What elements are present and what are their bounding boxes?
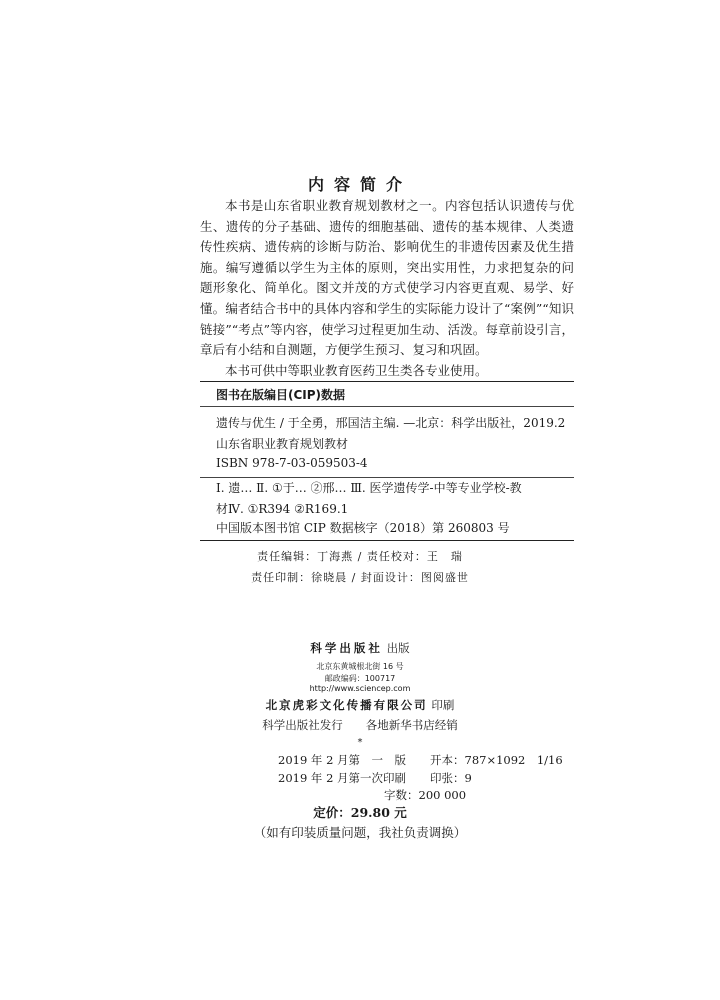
cip-series-line: 山东省职业教育规划教材: [216, 437, 349, 451]
price: 定价：29.80 元: [313, 805, 407, 820]
format-info: 开本：787×1092 1/16: [430, 753, 563, 767]
page-title: 内容简介: [307, 175, 412, 194]
cip-record-number: 中国版本图书馆 CIP 数据核字（2018）第 260803 号: [216, 521, 510, 535]
editors-line: 责任编辑：丁海燕 / 责任校对：王 瑞: [257, 550, 463, 563]
printer-suffix: 印刷: [431, 698, 455, 712]
sheet-count: 印张：9: [430, 771, 472, 785]
cip-title-line: 遗传与优生 / 于全勇，邢国洁主编. —北京：科学出版社，2019.2: [216, 416, 566, 430]
edition-row-1: [278, 752, 406, 768]
printer-name: 北京虎彩文化传播有限公司: [265, 698, 428, 712]
distribution-line: 科学出版社发行 各地新华书店经销: [262, 718, 458, 732]
summary-text: [200, 196, 574, 381]
printer-line: [0, 697, 720, 713]
cip-divider-top: [200, 406, 574, 407]
word-count: 字数：200 000: [384, 788, 467, 802]
summary-paragraph-1: 本书是山东省职业教育规划教材之一。内容包括认识遗传与优生、遗传的分子基础、遗传的细胞基础、遗传的基本规律、人类遗传性疾病、遗传病的诊断与防治、影响优生的非遗传因素及优生措施。编写遵循以学生为主体的原则，突出实用性，力求把复杂的问题形象化、简单化。图文并茂的方式使学习内容更直观、易学、好懂。编者结合书中的具体内容和学生的实际能力设计了“案例”“知识链接”“考点”等内容，使学习过程更加生动、活泼。每章前设引言，章后有小结和自测题，方便学生预习、复习和巩固。: [200, 198, 574, 358]
separator-star: *: [357, 737, 363, 748]
publisher-line: [0, 640, 720, 656]
cip-classification-line-1: Ⅰ. 遗… Ⅱ. ①于… ②邢… Ⅲ. 医学遗传学-中等专业学校-教: [216, 481, 522, 495]
production-line: 责任印制：徐晓晨 / 封面设计：图阅盛世: [251, 571, 469, 584]
cip-data-block: [200, 381, 574, 541]
cip-classification-line-2: 材Ⅳ. ①R394 ②R169.1: [216, 502, 349, 516]
edition-date: 2019 年 2 月第 一 版: [278, 753, 407, 767]
cip-divider-middle: [200, 477, 574, 478]
summary-paragraph-2: 本书可供中等职业教育医药卫生类各专业使用。: [225, 362, 488, 378]
publisher-url: http://www.sciencep.com: [309, 684, 411, 693]
cip-heading: 图书在版编目(CIP)数据: [216, 388, 346, 402]
cip-isbn-line: ISBN 978-7-03-059503-4: [216, 456, 368, 470]
publisher-postcode: 邮政编码：100717: [324, 674, 396, 683]
printing-date: 2019 年 2 月第一次印刷: [278, 771, 407, 785]
publisher-address: 北京东黄城根北街 16 号: [316, 662, 404, 671]
publisher-suffix: 出版: [386, 641, 410, 655]
publisher-name: 科学出版社: [310, 641, 383, 655]
replacement-notice: （如有印装质量问题，我社负责调换）: [253, 825, 467, 840]
